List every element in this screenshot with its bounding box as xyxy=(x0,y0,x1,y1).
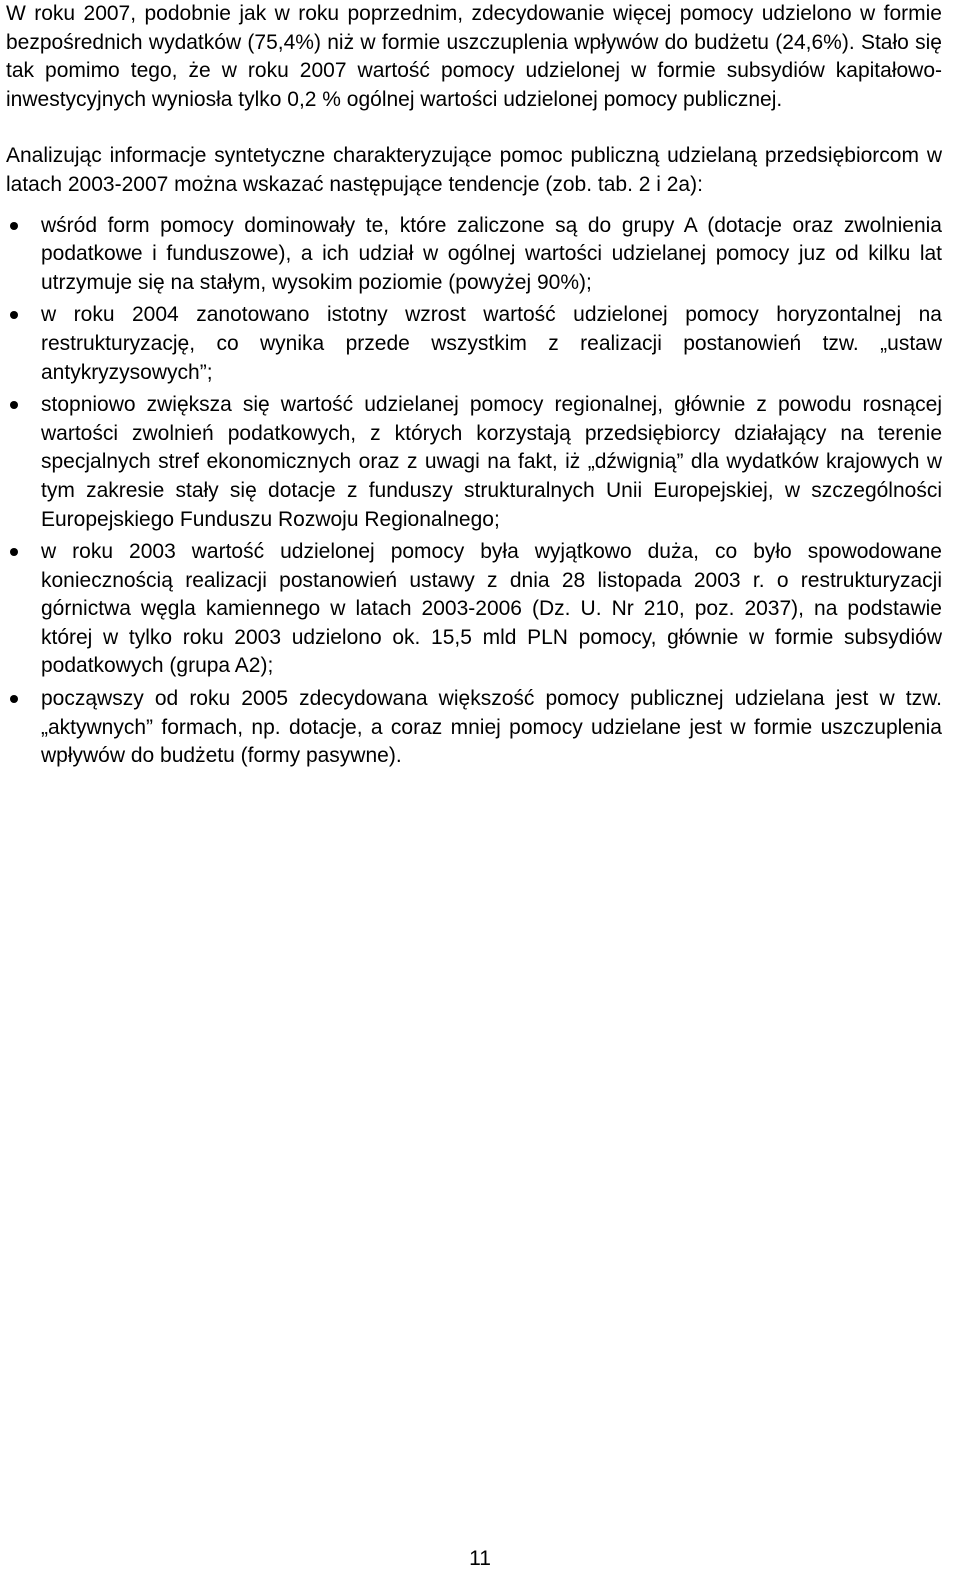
list-item xyxy=(6,685,942,771)
bullet-icon xyxy=(10,401,18,409)
paragraph-aid-forms-2007: W roku 2007, podobnie jak w roku poprzednim, zdecydowanie więcej pomocy udzielono w formie bezpośrednich wydatków (75,4%) niż w formie uszczuplenia wpływów do budżetu (24,6%). Stało się tak pomimo tego, że w roku 2007 wartość pomocy udzielonej w formie subsydiów kapitałowo-inwestycyjnych wyniosła tylko 0,2 % ogólnej wartości udzielonej pomocy publicznej. xyxy=(6,2,942,111)
bullet-icon xyxy=(10,222,18,230)
bullet-icon xyxy=(10,695,18,703)
page-number: 11 xyxy=(469,1547,491,1570)
trends-list xyxy=(6,212,942,771)
list-item-text: począwszy od roku 2005 zdecydowana większość pomocy publicznej udzielana jest w tzw. „aktywnych” formach, np. dotacje, a coraz mniej pomocy udzielane jest w formie uszczuplenia wpływów do budżetu (formy pasywne). xyxy=(41,687,942,768)
bullet-icon xyxy=(10,548,18,556)
list-item-text: w roku 2003 wartość udzielonej pomocy była wyjątkowo duża, co było spowodowane koniecznością realizacji postanowień ustawy z dnia 28 listopada 2003 r. o restrukturyzacji górnictwa węgla kamiennego w latach 2003-2006 (Dz. U. Nr 210, poz. 2037), na podstawie której w tylko roku 2003 udzielono ok. 15,5 mld PLN pomocy, głównie w formie subsydiów podatkowych (grupa A2); xyxy=(41,540,942,678)
list-item-text: stopniowo zwiększa się wartość udzielanej pomocy regionalnej, głównie z powodu rosnącej wartości zwolnień podatkowych, z których korzystają przedsiębiorcy działający na terenie specjalnych stref ekonomicznych oraz z uwagi na fakt, iż „dźwignią” dla wydatków krajowych w tym zakresie stały się dotacje z funduszy strukturalnych Unii Europejskiej, w szczególności Europejskiego Funduszu Rozwoju Regionalnego; xyxy=(41,393,942,531)
list-item-text: w roku 2004 zanotowano istotny wzrost wartość udzielonej pomocy horyzontalnej na restrukturyzację, co wynika przede wszystkim z realizacji postanowień tzw. „ustaw antykryzysowych”; xyxy=(41,303,942,384)
list-item xyxy=(6,212,942,298)
paragraph-trends-intro: Analizując informacje syntetyczne charakteryzujące pomoc publiczną udzielaną przedsiębiorcom w latach 2003-2007 można wskazać następujące tendencje (zob. tab. 2 i 2a): xyxy=(6,144,942,196)
bullet-icon xyxy=(10,311,18,319)
list-item-text: wśród form pomocy dominowały te, które zaliczone są do grupy A (dotacje oraz zwolnienia podatkowe i funduszowe), a ich udział w ogólnej wartości udzielanej pomocy juz od kilku lat utrzymuje się na stałym, wysokim poziomie (powyżej 90%); xyxy=(41,213,942,294)
list-item xyxy=(6,391,942,534)
list-item xyxy=(6,301,942,387)
document-page xyxy=(6,0,942,775)
list-item xyxy=(6,538,942,681)
